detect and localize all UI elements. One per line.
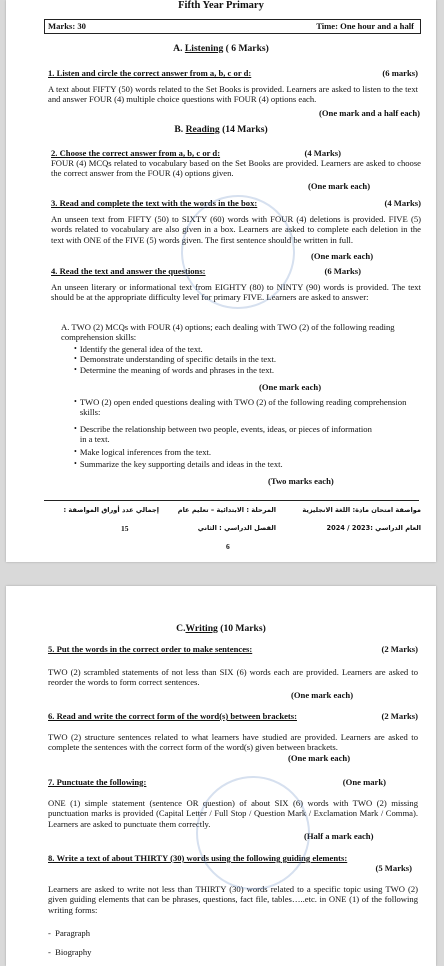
q6-title-row [48,711,418,721]
q3-marks: (4 Marks) [384,198,421,208]
q2-title-row [51,148,341,158]
q1-marks: (6 marks) [382,68,418,78]
q5-marks: (2 Marks) [381,644,418,654]
list-item: • Demonstrate understanding of specific details in the text. [74,354,276,365]
q4-part-a-score: (One mark each) [259,382,322,392]
spec-page-2 [6,586,436,966]
q7-score: (Half a mark each) [304,831,374,841]
page-number: 6 [226,542,230,551]
q1-title-row [48,68,418,78]
page-title: Fifth Year Primary [178,0,264,11]
q3-title-row [51,198,421,208]
footer-stage: المرحلة : الابتدائية – تعليم عام [177,506,276,514]
q5-body: TWO (2) scrambled statements of not less than SIX (6) words each are provided. Learners are asked to reorder the words to form correct sentences. [48,667,418,688]
q5-score: (One mark each) [291,690,354,700]
list-item: • Identify the general idea of the text. [74,344,203,354]
footer-divider [44,500,419,501]
q8-forms-list [48,928,248,958]
q3-score: (One mark each) [311,251,374,261]
footer-year: العام الدراسي :2023 / 2024 [326,524,421,532]
q8-title-row [48,853,420,873]
q4-part-b-score: (Two marks each) [268,476,334,486]
list-item: • Describe the relationship between two people, events, ideas, or pieces of information in a text. [74,424,372,445]
q5-title-row [48,644,418,654]
q6-marks: (2 Marks) [381,711,418,721]
footer-papers-count: 15 [121,524,129,533]
exam-time: Time: One hour and a half [316,21,414,31]
q6-title: 6. Read and write the correct form of the word(s) between brackets: [48,711,297,721]
marks-time-box [44,19,421,34]
q5-title: 5. Put the words in the correct order to make sentences: [48,644,253,654]
section-b-heading: B. Reading (14 Marks) [174,124,268,135]
list-item: • Make logical inferences from the text. [74,446,212,457]
q2-marks: (4 Marks) [304,148,341,158]
list-item: - Paragraph [48,928,91,938]
footer-term: الفصل الدراسي : الثاني [197,524,276,532]
section-a-heading: A. Listening ( 6 Marks) [173,43,269,54]
q3-body: An unseen text from FIFTY (50) to SIXTY (60) words with FOUR (4) deletions is provided. FIVE (5) words related to vocabulary are also given in a box. Learners are asked to complete each deletion in the text with ONE of the FIVE (5) words given. The first sentence should be written in full. [51,214,421,245]
q2-score: (One mark each) [308,181,371,191]
q8-body: Learners are asked to write not less than THIRTY (30) words related to a specific topic using TWO (2) given guiding elements that can be phrases, questions, fact file, tables…..etc. in ONE (1) of the following writing forms: [48,884,418,915]
q4-part-b-list [74,424,374,470]
q1-score: (One mark and a half each) [319,108,420,118]
q2-body: FOUR (4) MCQs related to vocabulary based on the Set Books are provided. Learners are asked to choose the correct answer from the FOUR (4) options given. [51,158,421,179]
marks-total: Marks: 30 [48,21,86,31]
list-item: • Determine the meaning of words and phrases in the text. [74,364,275,375]
q7-title: 7. Punctuate the following: [48,777,147,787]
q1-title: 1. Listen and circle the correct answer from a, b, c or d: [48,68,252,78]
q4-title: 4. Read the text and answer the questions: [51,266,206,276]
q4-body: An unseen literary or informational text from EIGHTY (80) to NINTY (90) words is provided. The text should be at the appropriate difficulty level for primary FIVE. Learners are asked to answer: [51,282,421,303]
spec-page-1 [6,0,436,562]
list-item: • Summarize the key supporting details and ideas in the text. [74,459,283,470]
q4-part-a-list [74,344,414,375]
q1-body: A text about FIFTY (50) words related to the Set Books is provided. Learners are asked to listen to the text and answer FOUR (4) multiple choice questions with FOUR (4) options each. [48,84,418,105]
list-item: - Biography [48,947,92,958]
q8-title: 8. Write a text of about THIRTY (30) words using the following guiding elements: [48,853,348,863]
q4-part-a: A. TWO (2) MCQs with FOUR (4) options; each dealing with TWO (2) of the following reading comprehension skills: [61,322,395,343]
footer-papers: إجمالي عدد أوراق المواصفة : [63,506,159,514]
q2-title: 2. Choose the correct answer from a, b, c or d: [51,148,221,158]
q3-title: 3. Read and complete the text with the words in the box: [51,198,258,208]
q7-title-row [48,777,386,787]
q6-body: TWO (2) structure sentences related to what learners have studied are provided. Learners are asked to complete the sentences with the correct form of the word(s) given between brackets. [48,732,418,753]
q7-body: ONE (1) simple statement (sentence OR question) of about SIX (6) words with TWO (2) missing punctuation marks is provided (Capital Letter / Full Stop / Question Mark / Exclamation Mark / Comma). Learners are asked to punctuate them correctly. [48,798,418,829]
q8-marks: (5 Marks) [375,863,412,873]
section-c-heading: C.Writing (10 Marks) [176,623,266,634]
q4-title-row [51,266,361,276]
q4-part-b: • TWO (2) open ended questions dealing with TWO (2) of the following reading comprehension skills: [74,397,407,418]
q4-marks: (6 Marks) [324,266,361,276]
q7-marks: (One mark) [342,777,386,787]
q6-score: (One mark each) [288,753,351,763]
watermark-stamp [196,776,310,890]
footer-spec: مواصفة امتحان مادة: اللغة الانجليزية [302,506,421,514]
